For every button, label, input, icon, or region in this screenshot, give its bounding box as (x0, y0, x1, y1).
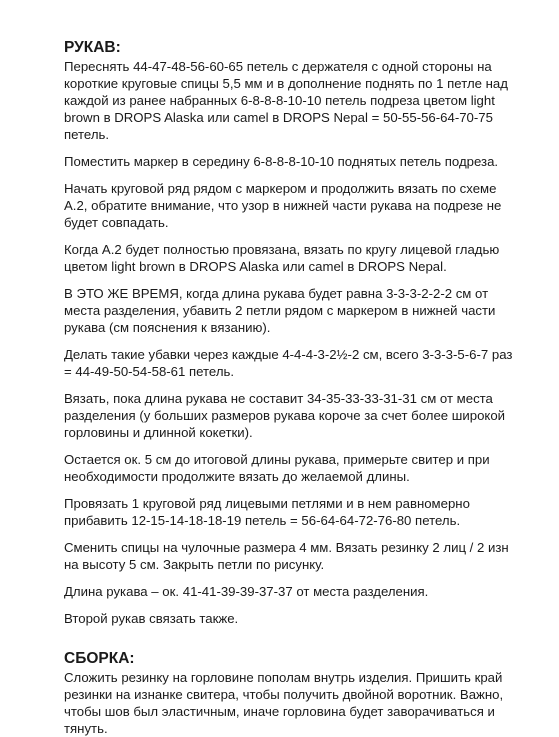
paragraph: Второй рукав связать также. (64, 611, 239, 626)
paragraph: Сложить резинку на горловине пополам внутрь изделия. Пришить край резинки на изнанке свитера, чтобы получить двойной воротник. Важно, чтобы шов был эластичным, иначе горловина будет заворачиваться и тянуть. (64, 670, 504, 736)
paragraph: Сменить спицы на чулочные размера 4 мм. Вязать резинку 2 лиц / 2 изн на высоту 5 см. Закрыть петли по рисунку. (64, 540, 509, 572)
paragraph: Когда А.2 будет полностью провязана, вязать по кругу лицевой гладью цветом light brown в DROPS Alaska или camel в DROPS Nepal. (64, 242, 500, 274)
paragraph: Поместить маркер в середину 6-8-8-8-10-10 поднятых петель подреза. (64, 154, 499, 169)
assembly-section (64, 649, 519, 737)
paragraph: Вязать, пока длина рукава не составит 34-35-33-33-31-31 см от места разделения (у больших размеров рукава короче за счет более широкой горловины и длинной кокетки). (64, 391, 506, 440)
sleeve-heading: РУКАВ: (64, 39, 121, 56)
assembly-heading: СБОРКА: (64, 650, 135, 667)
sleeve-section (64, 38, 519, 627)
section-gap (64, 637, 519, 649)
paragraph: Делать такие убавки через каждые 4-4-4-3-2½-2 см, всего 3-3-3-5-6-7 раз = 44-49-50-54-58-61 петель. (64, 347, 513, 379)
paragraph: Провязать 1 круговой ряд лицевыми петлями и в нем равномерно прибавить 12-15-14-18-18-19 петель = 56-64-64-72-76-80 петель. (64, 496, 470, 528)
paragraph: В ЭТО ЖЕ ВРЕМЯ, когда длина рукава будет равна 3-3-3-2-2-2 см от места разделения, убавить 2 петли рядом с маркером в нижней части рукава (см пояснения к вязанию). (64, 286, 496, 335)
paragraph: Переснять 44-47-48-56-60-65 петель с держателя с одной стороны на короткие круговые спицы 5,5 мм и в дополнение поднять по 1 петле над каждой из ранее набранных 6-8-8-8-10-10 петель подреза цветом light brown в DROPS Alaska или camel в DROPS Nepal = 50-55-56-64-70-75 петель. (64, 59, 508, 142)
paragraph: Остается ок. 5 см до итоговой длины рукава, примерьте свитер и при необходимости продолжите вязать до желаемой длины. (64, 452, 490, 484)
paragraph: Длина рукава – ок. 41-41-39-39-37-37 от места разделения. (64, 584, 429, 599)
paragraph: Начать круговой ряд рядом с маркером и продолжить вязать по схеме А.2, обратите внимание, что узор в нижней части рукава на подрезе не будет совпадать. (64, 181, 502, 230)
